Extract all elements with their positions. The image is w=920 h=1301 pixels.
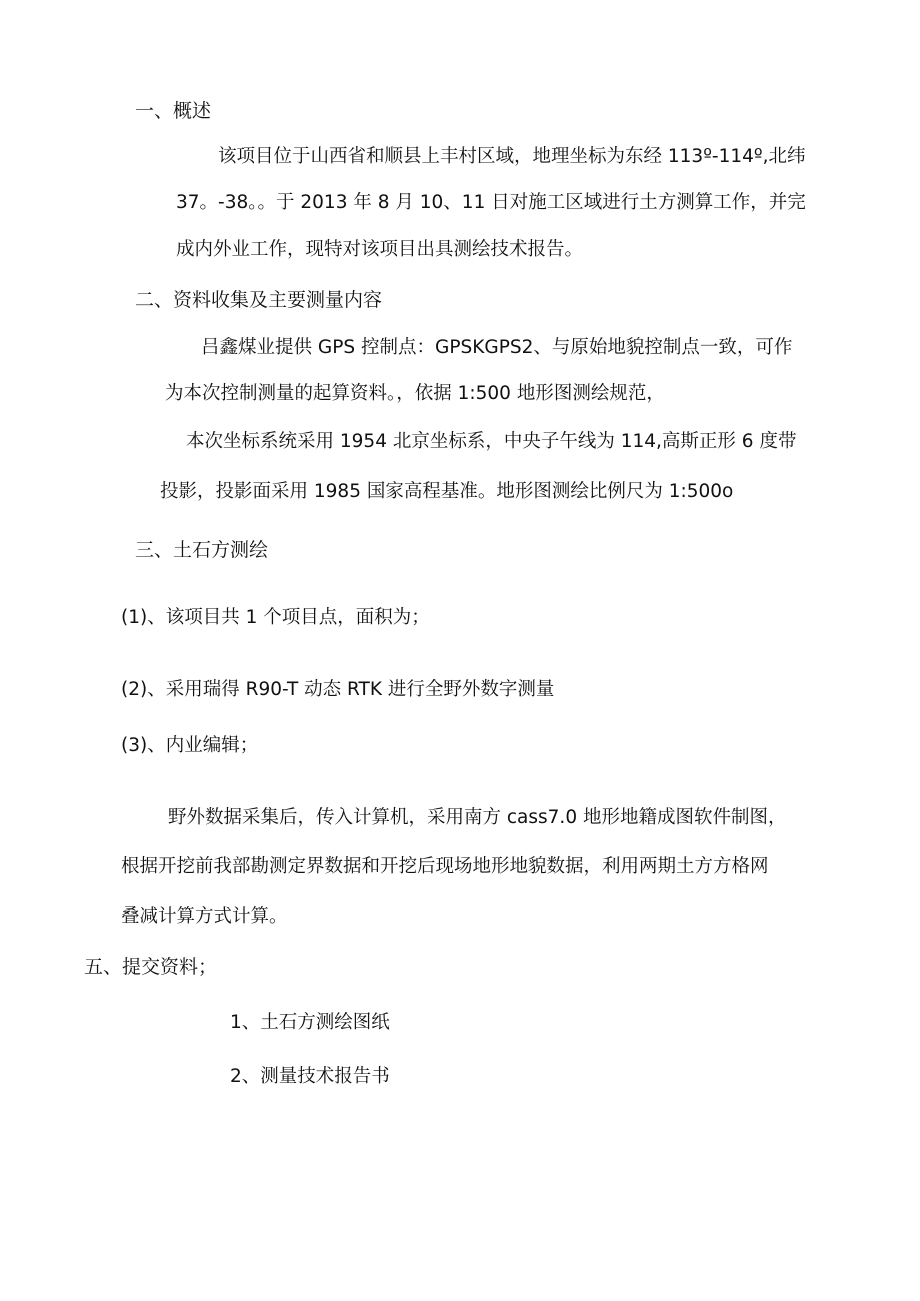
paragraph-line: 该项目位于山西省和顺县上丰村区域，地理坐标为东经 113º-114º,北纬 [218, 146, 806, 167]
section-heading-data-collection: 二、资料收集及主要测量内容 [135, 289, 383, 311]
list-item: (2)、采用瑞得 R90-T 动态 RTK 进行全野外数字测量 [121, 679, 555, 700]
list-item: (1)、该项目共 1 个项目点，面积为； [121, 607, 430, 628]
list-item: (3)、内业编辑； [121, 735, 259, 756]
paragraph-line: 吕鑫煤业提供 GPS 控制点：GPSKGPS2、与原始地貌控制点一致，可作 [201, 337, 793, 358]
section-heading-earthwork: 三、土石方测绘 [135, 539, 269, 561]
paragraph-line: 根据开挖前我部勘测定界数据和开挖后现场地形地貌数据，利用两期土方方格网 [121, 856, 769, 877]
paragraph-line: 本次坐标系统采用 1954 北京坐标系，中央子午线为 114,高斯正形 6 度带 [186, 431, 797, 452]
paragraph-line: 投影，投影面采用 1985 国家高程基准。地形图测绘比例尺为 1:500o [160, 481, 734, 502]
paragraph-line: 叠减计算方式计算。 [121, 906, 288, 927]
paragraph-line: 成内外业工作，现特对该项目出具测绘技术报告。 [176, 239, 584, 260]
paragraph-line: 37。-38。。于 2013 年 8 月 10、11 日对施工区域进行土方测算工作，并完 [176, 192, 806, 213]
paragraph-line: 为本次控制测量的起算资料。，依据 1:500 地形图测绘规范， [165, 383, 665, 404]
paragraph-line: 野外数据采集后，传入计算机，采用南方 cass7.0 地形地籍成图软件制图， [168, 807, 787, 828]
section-heading-submission: 五、提交资料； [84, 956, 218, 978]
list-item: 2、测量技术报告书 [230, 1066, 390, 1087]
section-heading-overview: 一、概述 [135, 100, 212, 122]
list-item: 1、土石方测绘图纸 [230, 1012, 390, 1033]
